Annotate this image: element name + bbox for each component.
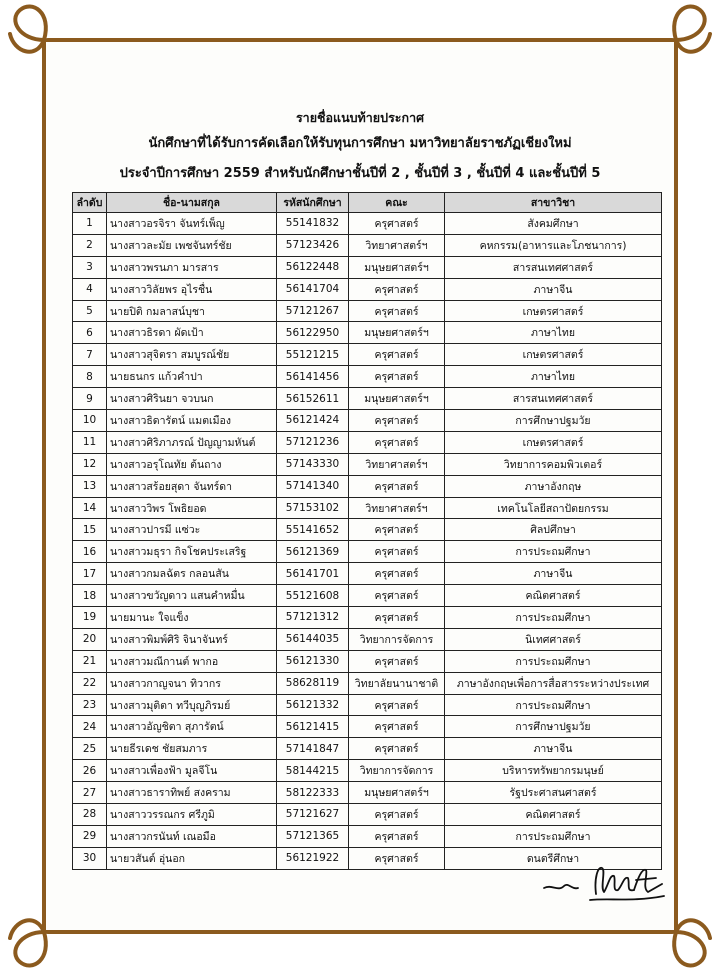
table-row <box>73 213 662 235</box>
cell-major: สารสนเทศศาสตร์ <box>445 388 662 410</box>
column-header-faculty: คณะ <box>349 193 445 213</box>
cell-name: นางสาวพิมพ์ศิริ จินาจันทร์ <box>107 628 277 650</box>
cell-student-id: 57123426 <box>277 234 349 256</box>
cell-no: 18 <box>73 585 107 607</box>
table-row <box>73 628 662 650</box>
cell-no: 17 <box>73 563 107 585</box>
cell-student-id: 57121267 <box>277 300 349 322</box>
cell-major: การประถมศึกษา <box>445 541 662 563</box>
cell-name: นางสาวสุจิตรา สมบูรณ์ชัย <box>107 344 277 366</box>
cell-student-id: 56121369 <box>277 541 349 563</box>
cell-name: นายธีรเดช ชัยสมภาร <box>107 738 277 760</box>
cell-name: นางสาวปารมี แซ่วะ <box>107 519 277 541</box>
cell-name: นางสาวธิดารัตน์ แมตเมือง <box>107 410 277 432</box>
cell-faculty: มนุษยศาสตร์ฯ <box>349 322 445 344</box>
table-row <box>73 322 662 344</box>
cell-major: การประถมศึกษา <box>445 650 662 672</box>
cell-no: 6 <box>73 322 107 344</box>
cell-name: นายวสันต์ อุ่นอก <box>107 847 277 869</box>
cell-major: เกษตรศาสตร์ <box>445 300 662 322</box>
cell-name: นางสาวสร้อยสุดา จันทร์ดา <box>107 475 277 497</box>
cell-no: 26 <box>73 760 107 782</box>
cell-student-id: 56141701 <box>277 563 349 585</box>
cell-major: ภาษาอังกฤษ <box>445 475 662 497</box>
header-title: รายชื่อแนบท้ายประกาศ <box>295 110 425 125</box>
table-row <box>73 672 662 694</box>
cell-faculty: ครุศาสตร์ <box>349 563 445 585</box>
cell-major: ดนตรีศึกษา <box>445 847 662 869</box>
cell-no: 13 <box>73 475 107 497</box>
cell-name: นางสาวอรจิรา จันทร์เพ็ญ <box>107 213 277 235</box>
table-row <box>73 738 662 760</box>
table-row <box>73 475 662 497</box>
cell-no: 3 <box>73 256 107 278</box>
cell-faculty: ครุศาสตร์ <box>349 541 445 563</box>
table-row <box>73 519 662 541</box>
cell-no: 16 <box>73 541 107 563</box>
cell-major: ภาษาไทย <box>445 322 662 344</box>
cell-faculty: ครุศาสตร์ <box>349 650 445 672</box>
column-header-student-id: รหัสนักศึกษา <box>277 193 349 213</box>
cell-faculty: มนุษยศาสตร์ฯ <box>349 388 445 410</box>
cell-student-id: 57121236 <box>277 431 349 453</box>
cell-no: 19 <box>73 607 107 629</box>
header-academic-year: ประจำปีการศึกษา 2559 สำหรับนักศึกษาชั้นปีที่ 2 , ชั้นปีที่ 3 , ชั้นปีที่ 4 และชั้นปีที่ 5 <box>119 166 601 181</box>
cell-major: เกษตรศาสตร์ <box>445 344 662 366</box>
cell-no: 23 <box>73 694 107 716</box>
cell-major: ภาษาไทย <box>445 366 662 388</box>
cell-student-id: 56152611 <box>277 388 349 410</box>
cell-student-id: 57121312 <box>277 607 349 629</box>
cell-student-id: 57153102 <box>277 497 349 519</box>
cell-faculty: ครุศาสตร์ <box>349 607 445 629</box>
cell-student-id: 58122333 <box>277 782 349 804</box>
cell-student-id: 56121330 <box>277 650 349 672</box>
cell-student-id: 55141832 <box>277 213 349 235</box>
cell-student-id: 57121627 <box>277 804 349 826</box>
cell-name: นางสาวขวัญดาว แสนคำหมื่น <box>107 585 277 607</box>
table-row <box>73 256 662 278</box>
cell-name: นางสาวกรนันท์ เณอมือ <box>107 825 277 847</box>
cell-major: คณิตศาสตร์ <box>445 804 662 826</box>
cell-student-id: 56122448 <box>277 256 349 278</box>
cell-name: นางสาววรรณกร ศรีภูมิ <box>107 804 277 826</box>
cell-faculty: วิทยาศาสตร์ฯ <box>349 497 445 519</box>
cell-faculty: ครุศาสตร์ <box>349 804 445 826</box>
cell-name: นางสาวศิรินยา จวบนก <box>107 388 277 410</box>
cell-faculty: ครุศาสตร์ <box>349 716 445 738</box>
cell-no: 22 <box>73 672 107 694</box>
cell-name: นางสาวอรุโณทัย ต้นถาง <box>107 453 277 475</box>
table-row <box>73 716 662 738</box>
table-row <box>73 300 662 322</box>
cell-student-id: 56121415 <box>277 716 349 738</box>
cell-name: นายปิติ กมลาสน์บุชา <box>107 300 277 322</box>
cell-no: 7 <box>73 344 107 366</box>
table-row <box>73 585 662 607</box>
cell-faculty: ครุศาสตร์ <box>349 366 445 388</box>
cell-major: สารสนเทศศาสตร์ <box>445 256 662 278</box>
cell-name: นางสาวมณีกานต์ พากอ <box>107 650 277 672</box>
cell-no: 25 <box>73 738 107 760</box>
cell-faculty: ครุศาสตร์ <box>349 825 445 847</box>
cell-faculty: ครุศาสตร์ <box>349 410 445 432</box>
cell-major: รัฐประศาสนศาสตร์ <box>445 782 662 804</box>
table-row <box>73 278 662 300</box>
cell-name: นายมานะ ใจแข็ง <box>107 607 277 629</box>
cell-student-id: 55141652 <box>277 519 349 541</box>
cell-major: บริหารทรัพยากรมนุษย์ <box>445 760 662 782</box>
cell-name: นางสาวพรนภา มารสาร <box>107 256 277 278</box>
cell-faculty: วิทยาศาสตร์ฯ <box>349 453 445 475</box>
cell-student-id: 55121215 <box>277 344 349 366</box>
cell-major: ภาษาจีน <box>445 563 662 585</box>
cell-name: นางสาววิลัยพร อุไรชื่น <box>107 278 277 300</box>
cell-no: 24 <box>73 716 107 738</box>
scholarship-recipients-table <box>72 192 662 870</box>
cell-faculty: ครุศาสตร์ <box>349 585 445 607</box>
cell-major: เทคโนโลยีสถาปัตยกรรม <box>445 497 662 519</box>
column-header-name: ชื่อ-นามสกุล <box>107 193 277 213</box>
cell-major: คหกรรม(อาหารและโภชนาการ) <box>445 234 662 256</box>
cell-major: ศิลปศึกษา <box>445 519 662 541</box>
cell-no: 1 <box>73 213 107 235</box>
cell-faculty: มนุษยศาสตร์ฯ <box>349 782 445 804</box>
cell-student-id: 58144215 <box>277 760 349 782</box>
cell-student-id: 55121608 <box>277 585 349 607</box>
cell-major: การประถมศึกษา <box>445 607 662 629</box>
cell-major: นิเทศศาสตร์ <box>445 628 662 650</box>
table-row <box>73 694 662 716</box>
cell-student-id: 58628119 <box>277 672 349 694</box>
cell-student-id: 56122950 <box>277 322 349 344</box>
cell-major: คณิตศาสตร์ <box>445 585 662 607</box>
cell-name: นางสาวกาญจนา ทิวากร <box>107 672 277 694</box>
cell-no: 14 <box>73 497 107 519</box>
table-row <box>73 782 662 804</box>
cell-name: นางสาวศิริภาภรณ์ ปัญญามหันต์ <box>107 431 277 453</box>
cell-faculty: ครุศาสตร์ <box>349 475 445 497</box>
header-subtitle: นักศึกษาที่ได้รับการคัดเลือกให้รับทุนการศึกษา มหาวิทยาลัยราชภัฏเชียงใหม่ <box>148 136 572 151</box>
cell-no: 21 <box>73 650 107 672</box>
table-row <box>73 431 662 453</box>
cell-faculty: วิทยาการจัดการ <box>349 628 445 650</box>
cell-student-id: 56121424 <box>277 410 349 432</box>
cell-no: 30 <box>73 847 107 869</box>
cell-name: นางสาววิพร โพธิยอด <box>107 497 277 519</box>
table-row <box>73 388 662 410</box>
cell-major: ภาษาจีน <box>445 738 662 760</box>
table-row <box>73 563 662 585</box>
cell-no: 27 <box>73 782 107 804</box>
table-row <box>73 760 662 782</box>
cell-no: 15 <box>73 519 107 541</box>
cell-name: นางสาวมธุรา กิจโชคประเสริฐ <box>107 541 277 563</box>
cell-student-id: 56144035 <box>277 628 349 650</box>
cell-student-id: 57141847 <box>277 738 349 760</box>
cell-student-id: 57143330 <box>277 453 349 475</box>
cell-name: นายธนกร แก้วคำปา <box>107 366 277 388</box>
cell-major: วิทยาการคอมพิวเตอร์ <box>445 453 662 475</box>
cell-major: การศึกษาปฐมวัย <box>445 410 662 432</box>
cell-faculty: มนุษยศาสตร์ฯ <box>349 256 445 278</box>
cell-no: 8 <box>73 366 107 388</box>
cell-no: 11 <box>73 431 107 453</box>
cell-major: การประถมศึกษา <box>445 694 662 716</box>
cell-name: นางสาวธิรดา ผัดเป้า <box>107 322 277 344</box>
cell-faculty: ครุศาสตร์ <box>349 213 445 235</box>
cell-no: 5 <box>73 300 107 322</box>
table-row <box>73 234 662 256</box>
table-row <box>73 410 662 432</box>
cell-student-id: 57121365 <box>277 825 349 847</box>
cell-student-id: 56121922 <box>277 847 349 869</box>
table-row <box>73 366 662 388</box>
cell-no: 4 <box>73 278 107 300</box>
cell-name: นางสาวเพื่องฟ้า มูลจีโน <box>107 760 277 782</box>
cell-faculty: ครุศาสตร์ <box>349 278 445 300</box>
cell-name: นางสาวละมัย เพชจันทร์ชัย <box>107 234 277 256</box>
table-row <box>73 497 662 519</box>
cell-no: 9 <box>73 388 107 410</box>
cell-faculty: ครุศาสตร์ <box>349 847 445 869</box>
table-row <box>73 344 662 366</box>
cell-no: 2 <box>73 234 107 256</box>
cell-student-id: 56141456 <box>277 366 349 388</box>
cell-faculty: ครุศาสตร์ <box>349 344 445 366</box>
table-row <box>73 804 662 826</box>
cell-major: การศึกษาปฐมวัย <box>445 716 662 738</box>
cell-major: การประถมศึกษา <box>445 825 662 847</box>
cell-faculty: วิทยาศาสตร์ฯ <box>349 234 445 256</box>
cell-major: สังคมศึกษา <box>445 213 662 235</box>
cell-faculty: ครุศาสตร์ <box>349 519 445 541</box>
cell-name: นางสาวมุติตา ทวีบุญภิรมย์ <box>107 694 277 716</box>
table-row <box>73 607 662 629</box>
cell-faculty: ครุศาสตร์ <box>349 431 445 453</box>
table-row <box>73 541 662 563</box>
cell-major: เกษตรศาสตร์ <box>445 431 662 453</box>
column-header-no: ลำดับ <box>73 193 107 213</box>
cell-no: 28 <box>73 804 107 826</box>
cell-student-id: 56121332 <box>277 694 349 716</box>
cell-no: 10 <box>73 410 107 432</box>
cell-faculty: ครุศาสตร์ <box>349 738 445 760</box>
cell-no: 29 <box>73 825 107 847</box>
table-row <box>73 453 662 475</box>
cell-major: ภาษาอังกฤษเพื่อการสื่อสารระหว่างประเทศ <box>445 672 662 694</box>
cell-student-id: 56141704 <box>277 278 349 300</box>
cell-student-id: 57141340 <box>277 475 349 497</box>
table-row <box>73 825 662 847</box>
table-header-row <box>73 193 662 213</box>
cell-name: นางสาวกมลฉัตร กลอนสัน <box>107 563 277 585</box>
cell-faculty: วิทยาการจัดการ <box>349 760 445 782</box>
cell-major: ภาษาจีน <box>445 278 662 300</box>
cell-name: นางสาวธาราทิพย์ สงคราม <box>107 782 277 804</box>
cell-faculty: ครุศาสตร์ <box>349 694 445 716</box>
signature <box>538 858 668 908</box>
cell-faculty: ครุศาสตร์ <box>349 300 445 322</box>
column-header-major: สาขาวิชา <box>445 193 662 213</box>
cell-no: 20 <box>73 628 107 650</box>
cell-name: นางสาวอัญชิตา สุภารัตน์ <box>107 716 277 738</box>
table-row <box>73 650 662 672</box>
cell-faculty: วิทยาลัยนานาชาติ <box>349 672 445 694</box>
cell-no: 12 <box>73 453 107 475</box>
